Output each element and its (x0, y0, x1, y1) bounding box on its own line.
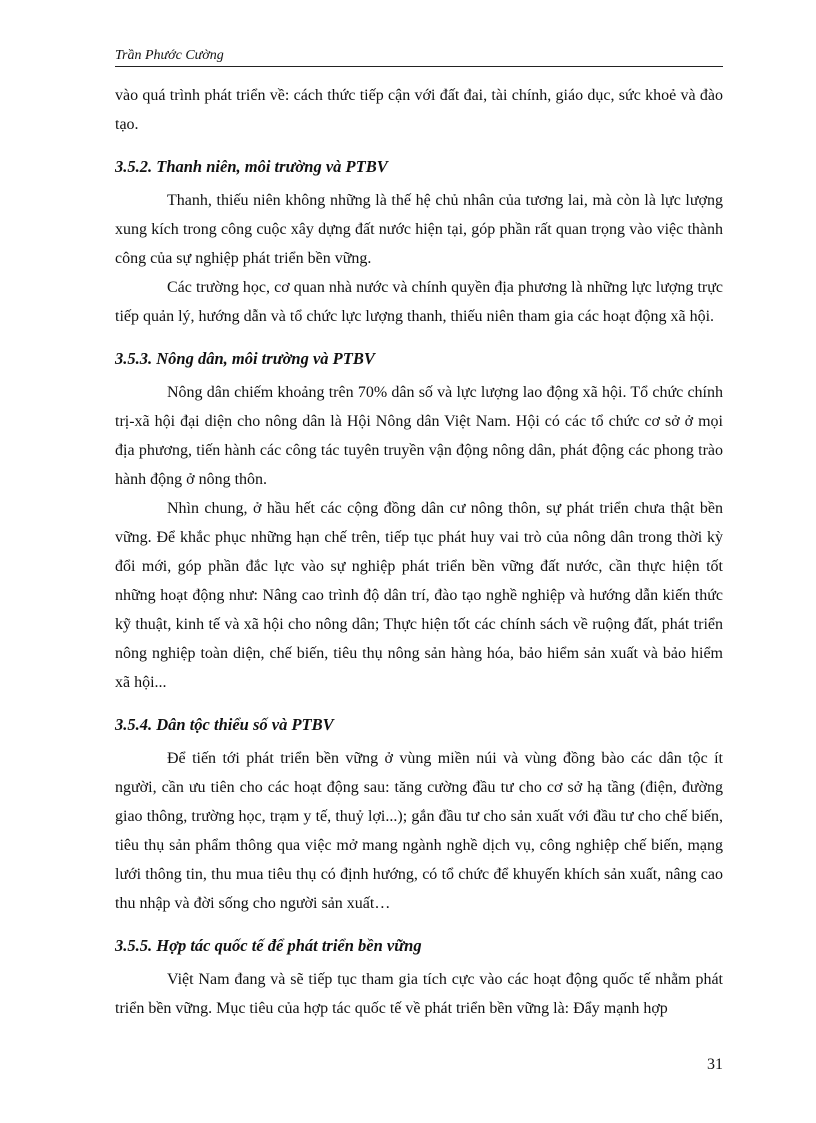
paragraph: Các trường học, cơ quan nhà nước và chính quyền địa phương là những lực lượng trực tiếp quản lý, hướng dẫn và tổ chức lực lượng thanh, thiếu niên tham gia các hoạt động xã hội. (115, 279, 723, 325)
page-body (115, 81, 723, 1023)
paragraph-continuation: vào quá trình phát triển về: cách thức tiếp cận với đất đai, tài chính, giáo dục, sức khoẻ và đào tạo. (115, 87, 723, 133)
section-heading-3-5-5: 3.5.5. Hợp tác quốc tế để phát triển bền vững (115, 936, 422, 955)
running-header: Trần Phước Cường (115, 48, 224, 63)
section-heading-3-5-3: 3.5.3. Nông dân, môi trường và PTBV (115, 349, 375, 368)
paragraph: Việt Nam đang và sẽ tiếp tục tham gia tích cực vào các hoạt động quốc tế nhằm phát triển bền vững. Mục tiêu của hợp tác quốc tế về phát triển bền vững là: Đẩy mạnh hợp (115, 971, 723, 1017)
paragraph: Thanh, thiếu niên không những là thế hệ chủ nhân của tương lai, mà còn là lực lượng xung kích trong công cuộc xây dựng đất nước hiện tại, góp phần rất quan trọng vào việc thành công của sự nghiệp phát triển bền vững. (115, 192, 723, 267)
page-number: 31 (707, 1056, 723, 1073)
header-rule (115, 66, 723, 67)
paragraph: Để tiến tới phát triển bền vững ở vùng miền núi và vùng đồng bào các dân tộc ít người, cần ưu tiên cho các hoạt động sau: tăng cường đầu tư cho cơ sở hạ tầng (điện, đường giao thông, trường học, trạm y tế, thuỷ lợi...); gắn đầu tư cho sản xuất với đầu tư cho chế biến, tiêu thụ sản phẩm thông qua việc mở mang ngành nghề dịch vụ, công nghiệp chế biến, mạng lưới thông tin, thu mua tiêu thụ có định hướng, có tổ chức để khuyến khích sản xuất, nâng cao thu nhập và đời sống cho người sản xuất… (115, 750, 723, 912)
section-heading-3-5-2: 3.5.2. Thanh niên, môi trường và PTBV (115, 157, 388, 176)
paragraph: Nhìn chung, ở hầu hết các cộng đồng dân cư nông thôn, sự phát triển chưa thật bền vững. Để khắc phục những hạn chế trên, tiếp tục phát huy vai trò của nông dân trong thời kỳ đổi mới, góp phần đắc lực vào sự nghiệp phát triển bền vững đất nước, cần thực hiện tốt những hoạt động như: Nâng cao trình độ dân trí, đào tạo nghề nghiệp và hướng dẫn kiến thức kỹ thuật, kinh tế và xã hội cho nông dân; Thực hiện tốt các chính sách về ruộng đất, phát triển nông nghiệp toàn diện, chế biến, tiêu thụ nông sản hàng hóa, bảo hiểm sản xuất và bảo hiểm xã hội... (115, 500, 723, 691)
section-heading-3-5-4: 3.5.4. Dân tộc thiểu số và PTBV (115, 715, 334, 734)
paragraph: Nông dân chiếm khoảng trên 70% dân số và lực lượng lao động xã hội. Tổ chức chính trị-xã hội đại diện cho nông dân là Hội Nông dân Việt Nam. Hội có các tổ chức cơ sở ở mọi địa phương, tiến hành các công tác tuyên truyền vận động nông dân, phát động các phong trào hành động ở nông thôn. (115, 384, 723, 488)
